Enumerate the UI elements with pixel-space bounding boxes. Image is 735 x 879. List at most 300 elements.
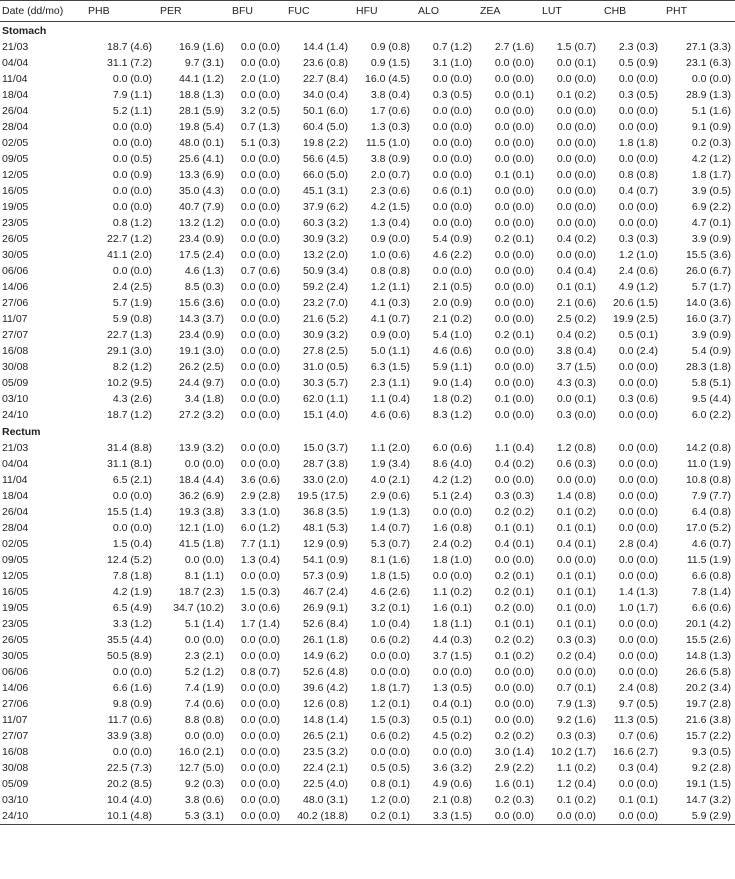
value-cell: 11.0 (1.9) [686,458,731,470]
value-cell: 2.4 (0.2) [432,538,472,550]
table-row [0,263,735,279]
value-cell: 3.8 (0.9) [370,153,410,165]
value-cell: 0.0 (0.0) [240,297,280,309]
value-cell: 15.7 (2.2) [686,730,731,742]
value-cell: 0.7 (0.6) [618,730,658,742]
value-cell: 19.5 (17.5) [297,490,348,502]
value-cell: 28.3 (1.8) [686,361,731,373]
value-cell: 39.6 (4.2) [303,682,348,694]
value-cell: 0.0 (0.0) [240,698,280,710]
value-cell: 1.3 (0.3) [370,121,410,133]
column-header: PHB [84,1,156,22]
value-cell: 3.8 (0.4) [370,89,410,101]
value-cell: 0.0 (0.0) [476,808,538,825]
table-row [0,712,735,728]
value-cell: 1.7 (1.4) [240,618,280,630]
value-cell: 1.9 (1.3) [370,506,410,518]
value-cell: 13.3 (6.9) [179,169,224,181]
value-cell: 7.9 (1.3) [556,698,596,710]
table-row [0,552,735,568]
value-cell: 0.3 (0.3) [556,730,596,742]
value-cell: 6.6 (0.8) [691,570,731,582]
table-row [0,472,735,488]
date-cell: 16/05 [2,586,29,598]
value-cell: 0.0 (0.0) [618,105,658,117]
value-cell: 0.0 (0.0) [494,201,534,213]
value-cell: 0.5 (0.9) [618,57,658,69]
value-cell: 1.5 (0.7) [556,41,596,53]
value-cell: 10.8 (0.8) [686,474,731,486]
value-cell: 7.8 (1.4) [691,586,731,598]
value-cell: 0.2 (0.4) [556,650,596,662]
value-cell: 0.0 (0.0) [240,57,280,69]
value-cell: 26.6 (5.8) [686,666,731,678]
value-cell: 0.3 (0.0) [556,409,596,421]
table-row [0,39,735,55]
table-row [0,664,735,680]
value-cell: 0.0 (0.0) [494,265,534,277]
value-cell: 0.0 (0.0) [494,409,534,421]
value-cell: 28.7 (3.8) [303,458,348,470]
value-cell: 0.4 (0.4) [556,265,596,277]
value-cell: 2.1 (0.6) [556,297,596,309]
value-cell: 0.1 (0.1) [494,522,534,534]
table-row [0,87,735,103]
table-row [0,632,735,648]
value-cell: 3.2 (0.5) [240,105,280,117]
value-cell: 0.0 (0.0) [494,121,534,133]
value-cell: 0.0 (0.0) [112,265,152,277]
value-cell: 0.0 (0.0) [618,634,658,646]
value-cell: 18.7 (4.6) [107,41,152,53]
value-cell: 9.0 (1.4) [432,377,472,389]
value-cell: 3.3 (1.0) [240,506,280,518]
value-cell: 0.0 (0.0) [228,808,284,825]
table-row [0,183,735,199]
value-cell: 0.0 (0.0) [240,458,280,470]
value-cell: 11.5 (1.0) [365,137,410,149]
value-cell: 14.4 (1.4) [303,41,348,53]
date-cell: 28/04 [2,522,29,534]
value-cell: 0.4 (0.1) [556,538,596,550]
value-cell: 28.1 (5.9) [179,105,224,117]
date-cell: 30/08 [2,762,29,774]
value-cell: 1.3 (0.4) [370,217,410,229]
value-cell: 1.6 (0.1) [494,778,534,790]
date-cell: 24/10 [2,409,29,421]
value-cell: 5.4 (0.9) [432,233,472,245]
value-cell: 12.7 (5.0) [179,762,224,774]
value-cell: 0.2 (0.3) [494,794,534,806]
value-cell: 23.2 (7.0) [303,297,348,309]
date-cell: 14/06 [2,682,29,694]
value-cell: 1.2 (0.0) [370,794,410,806]
value-cell: 2.9 (0.6) [370,490,410,502]
value-cell: 15.6 (3.6) [179,297,224,309]
value-cell: 0.0 (0.0) [618,377,658,389]
date-cell: 11/04 [2,73,28,85]
value-cell: 22.5 (7.3) [107,762,152,774]
table-row [0,311,735,327]
value-cell: 9.8 (0.9) [112,698,152,710]
value-cell: 1.2 (0.1) [370,698,410,710]
value-cell: 15.0 (3.7) [303,442,348,454]
value-cell: 1.8 (0.2) [432,393,472,405]
value-cell: 16.0 (2.1) [179,746,224,758]
value-cell: 48.0 (0.1) [179,137,224,149]
value-cell: 27.2 (3.2) [179,409,224,421]
value-cell: 1.5 (0.3) [370,714,410,726]
column-header: ALO [414,1,476,22]
value-cell: 1.1 (0.4) [494,442,534,454]
value-cell: 9.2 (2.8) [691,762,731,774]
value-cell: 5.1 (1.6) [691,105,731,117]
value-cell: 5.0 (1.1) [370,345,410,357]
table-row [0,584,735,600]
value-cell: 8.1 (1.6) [370,554,410,566]
value-cell: 0.2 (0.1) [494,586,534,598]
value-cell: 0.0 (0.0) [556,105,596,117]
value-cell: 0.0 (0.0) [556,666,596,678]
table-row [0,536,735,552]
value-cell: 0.7 (1.3) [240,121,280,133]
value-cell: 8.1 (1.1) [184,570,224,582]
value-cell: 0.0 (0.0) [240,185,280,197]
table-header [0,1,735,22]
value-cell: 0.0 (0.0) [112,522,152,534]
value-cell: 0.0 (0.0) [618,458,658,470]
value-cell: 60.3 (3.2) [303,217,348,229]
value-cell: 0.0 (0.0) [240,233,280,245]
value-cell: 34.7 (10.2) [173,602,224,614]
value-cell: 7.9 (7.7) [691,490,731,502]
value-cell: 0.8 (1.2) [112,217,152,229]
value-cell: 12.1 (1.0) [179,522,224,534]
value-cell: 19.9 (2.5) [613,313,658,325]
value-cell: 10.4 (4.0) [107,794,152,806]
value-cell: 59.2 (2.4) [303,281,348,293]
value-cell: 10.1 (4.8) [84,808,156,825]
value-cell: 0.1 (0.1) [494,169,534,181]
value-cell: 0.0 (0.0) [432,73,472,85]
value-cell: 3.3 (1.5) [414,808,476,825]
value-cell: 1.8 (1.7) [370,682,410,694]
value-cell: 4.6 (0.7) [691,538,731,550]
section-title: Rectum [2,425,41,438]
date-cell: 12/05 [2,169,29,181]
value-cell: 18.7 (1.2) [107,409,152,421]
column-header: PHT [662,1,735,22]
section-row [0,423,735,440]
value-cell: 0.1 (0.1) [556,618,596,630]
value-cell: 0.0 (0.0) [240,393,280,405]
date-cell: 23/05 [2,217,29,229]
value-cell: 0.0 (0.0) [494,554,534,566]
value-cell: 16.9 (1.6) [179,41,224,53]
value-cell: 45.1 (3.1) [303,185,348,197]
value-cell: 27.1 (3.3) [686,41,731,53]
date-cell: 11/07 [2,313,28,325]
value-cell: 0.1 (0.2) [494,650,534,662]
date-cell: 24/10 [0,808,84,825]
value-cell: 9.2 (0.3) [184,778,224,790]
value-cell: 0.0 (0.0) [240,217,280,229]
value-cell: 0.0 (0.0) [432,265,472,277]
value-cell: 0.0 (0.0) [370,666,410,678]
date-cell: 26/04 [2,105,29,117]
value-cell: 0.7 (1.2) [432,41,472,53]
value-cell: 6.5 (4.9) [112,602,152,614]
value-cell: 57.3 (0.9) [303,570,348,582]
date-cell: 19/05 [2,201,29,213]
value-cell: 26.9 (9.1) [303,602,348,614]
date-cell: 26/05 [2,634,29,646]
section-row [0,22,735,40]
value-cell: 3.7 (1.5) [556,361,596,373]
value-cell: 0.0 (0.0) [618,650,658,662]
value-cell: 10.2 (1.7) [551,746,596,758]
value-cell: 0.0 (0.0) [240,570,280,582]
value-cell: 5.9 (0.8) [112,313,152,325]
table-row [0,680,735,696]
value-cell: 0.0 (0.0) [494,249,534,261]
date-cell: 21/03 [2,41,29,53]
value-cell: 28.9 (1.3) [686,89,731,101]
value-cell: 22.4 (2.1) [303,762,348,774]
value-cell: 27.8 (2.5) [303,345,348,357]
date-cell: 30/05 [2,249,29,261]
table-row [0,199,735,215]
value-cell: 0.0 (0.0) [556,153,596,165]
value-cell: 20.6 (1.5) [613,297,658,309]
value-cell: 23.4 (0.9) [179,233,224,245]
value-cell: 30.3 (5.7) [303,377,348,389]
value-cell: 0.2 (0.1) [494,570,534,582]
date-cell: 26/05 [2,233,29,245]
value-cell: 0.1 (0.2) [556,506,596,518]
value-cell: 0.5 (0.5) [370,762,410,774]
value-cell: 2.1 (0.8) [432,794,472,806]
value-cell: 19.1 (3.0) [179,345,224,357]
value-cell: 0.0 (0.0) [494,185,534,197]
value-cell: 11.3 (0.5) [613,714,658,726]
table-row [0,71,735,87]
date-cell: 12/05 [2,570,29,582]
value-cell: 14.8 (1.4) [303,714,348,726]
value-cell: 1.0 (1.7) [618,602,658,614]
value-cell: 9.1 (0.9) [691,121,731,133]
value-cell: 30.9 (3.2) [303,329,348,341]
value-cell: 41.5 (1.8) [179,538,224,550]
value-cell: 0.1 (0.1) [556,522,596,534]
value-cell: 6.9 (2.2) [691,201,731,213]
value-cell: 0.0 (0.0) [112,201,152,213]
date-cell: 03/10 [2,393,29,405]
date-cell: 27/06 [2,698,29,710]
value-cell: 0.0 (0.0) [494,281,534,293]
value-cell: 17.0 (5.2) [686,522,731,534]
value-cell: 4.3 (0.3) [556,377,596,389]
table-row [0,55,735,71]
value-cell: 0.7 (0.6) [240,265,280,277]
value-cell: 3.0 (0.6) [240,602,280,614]
value-cell: 36.8 (3.5) [303,506,348,518]
value-cell: 5.9 (2.9) [662,808,735,825]
value-cell: 50.9 (3.4) [303,265,348,277]
value-cell: 0.3 (0.4) [618,762,658,774]
value-cell: 1.1 (2.0) [370,442,410,454]
value-cell: 3.8 (0.4) [556,345,596,357]
value-cell: 4.9 (1.2) [618,281,658,293]
value-cell: 26.1 (1.8) [303,634,348,646]
value-cell: 0.0 (0.0) [494,474,534,486]
value-cell: 0.0 (0.0) [240,281,280,293]
value-cell: 15.1 (4.0) [303,409,348,421]
value-cell: 0.0 (0.1) [494,89,534,101]
value-cell: 0.0 (0.0) [240,313,280,325]
value-cell: 0.0 (0.0) [370,650,410,662]
table-row [0,456,735,472]
value-cell: 35.0 (4.3) [179,185,224,197]
value-cell: 0.0 (0.0) [494,698,534,710]
value-cell: 0.0 (0.1) [556,393,596,405]
value-cell: 3.9 (0.9) [691,233,731,245]
value-cell: 1.3 (0.5) [432,682,472,694]
value-cell: 0.3 (0.3) [618,233,658,245]
date-cell: 18/04 [2,89,29,101]
value-cell: 0.0 (0.0) [494,345,534,357]
value-cell: 0.1 (0.1) [556,281,596,293]
value-cell: 0.0 (0.0) [240,377,280,389]
value-cell: 1.2 (1.0) [618,249,658,261]
value-cell: 2.7 (1.6) [494,41,534,53]
value-cell: 4.6 (0.6) [370,409,410,421]
value-cell: 31.1 (7.2) [107,57,152,69]
value-cell: 9.7 (3.1) [184,57,224,69]
table-row [0,327,735,343]
value-cell: 5.1 (2.4) [432,490,472,502]
date-cell: 27/06 [2,297,29,309]
value-cell: 31.1 (8.1) [107,458,152,470]
value-cell: 5.4 (1.0) [432,329,472,341]
value-cell: 33.9 (3.8) [107,730,152,742]
value-cell: 0.5 (0.1) [432,714,472,726]
value-cell: 0.5 (0.1) [618,329,658,341]
value-cell: 1.8 (1.8) [618,137,658,149]
value-cell: 2.9 (2.8) [240,490,280,502]
date-cell: 02/05 [2,137,29,149]
value-cell: 56.6 (4.5) [303,153,348,165]
value-cell: 6.3 (1.5) [370,361,410,373]
value-cell: 0.0 (0.0) [618,778,658,790]
value-cell: 0.0 (0.1) [556,57,596,69]
value-cell: 0.0 (0.0) [618,73,658,85]
value-cell: 2.1 (0.5) [432,281,472,293]
value-cell: 0.0 (0.0) [618,409,658,421]
value-cell: 0.0 (0.0) [618,618,658,630]
value-cell: 2.0 (0.7) [370,169,410,181]
value-cell: 0.8 (0.8) [370,265,410,277]
value-cell: 0.2 (0.2) [494,506,534,518]
table-body [0,22,735,825]
value-cell: 0.0 (0.0) [618,490,658,502]
value-cell: 4.6 (2.2) [432,249,472,261]
value-cell: 2.4 (2.5) [112,281,152,293]
value-cell: 0.0 (0.0) [240,409,280,421]
value-cell: 1.8 (1.0) [432,554,472,566]
date-cell: 30/08 [2,361,29,373]
value-cell: 4.1 (0.7) [370,313,410,325]
value-cell: 0.0 (0.0) [112,666,152,678]
value-cell: 4.9 (0.6) [432,778,472,790]
value-cell: 31.0 (0.5) [303,361,348,373]
table-row [0,231,735,247]
value-cell: 7.4 (1.9) [184,682,224,694]
value-cell: 4.2 (1.2) [432,474,472,486]
value-cell: 9.2 (1.6) [556,714,596,726]
value-cell: 0.0 (0.0) [432,105,472,117]
value-cell: 12.4 (5.2) [107,554,152,566]
table-row [0,568,735,584]
value-cell: 18.4 (4.4) [179,474,224,486]
value-cell: 5.7 (1.7) [691,281,731,293]
date-cell: 14/06 [2,281,29,293]
value-cell: 0.0 (0.0) [432,201,472,213]
value-cell: 0.0 (0.0) [184,554,224,566]
table-row [0,343,735,359]
value-cell: 33.0 (2.0) [303,474,348,486]
value-cell: 0.9 (0.0) [370,233,410,245]
value-cell: 21.6 (5.2) [303,313,348,325]
value-cell: 0.0 (0.0) [240,153,280,165]
value-cell: 4.1 (0.3) [370,297,410,309]
value-cell: 3.4 (1.8) [184,393,224,405]
value-cell: 6.6 (0.6) [691,602,731,614]
value-cell: 54.1 (0.9) [303,554,348,566]
date-cell: 09/05 [2,153,29,165]
value-cell: 5.9 (1.1) [432,361,472,373]
value-cell: 0.1 (0.1) [556,586,596,598]
value-cell: 0.0 (0.0) [618,121,658,133]
value-cell: 0.2 (0.2) [494,730,534,742]
value-cell: 50.1 (6.0) [303,105,348,117]
value-cell: 0.0 (2.4) [618,345,658,357]
table-row [0,295,735,311]
value-cell: 15.5 (2.6) [686,634,731,646]
value-cell: 4.5 (0.2) [432,730,472,742]
table-row [0,728,735,744]
value-cell: 1.7 (0.6) [370,105,410,117]
table-row [0,119,735,135]
value-cell: 40.2 (18.8) [284,808,352,825]
value-cell: 2.9 (2.2) [494,762,534,774]
value-cell: 0.0 (0.0) [618,361,658,373]
value-cell: 1.8 (1.1) [432,618,472,630]
value-cell: 19.7 (2.8) [686,698,731,710]
value-cell: 0.1 (0.1) [618,794,658,806]
value-cell: 2.3 (0.3) [618,41,658,53]
value-cell: 0.0 (0.0) [240,89,280,101]
date-cell: 05/09 [2,377,29,389]
value-cell: 4.2 (1.5) [370,201,410,213]
value-cell: 3.6 (0.6) [240,474,280,486]
value-cell: 0.0 (0.0) [112,73,152,85]
value-cell: 41.1 (2.0) [107,249,152,261]
date-cell: 05/09 [2,778,29,790]
value-cell: 0.3 (0.5) [432,89,472,101]
table-row [0,808,735,825]
value-cell: 0.0 (0.0) [494,137,534,149]
